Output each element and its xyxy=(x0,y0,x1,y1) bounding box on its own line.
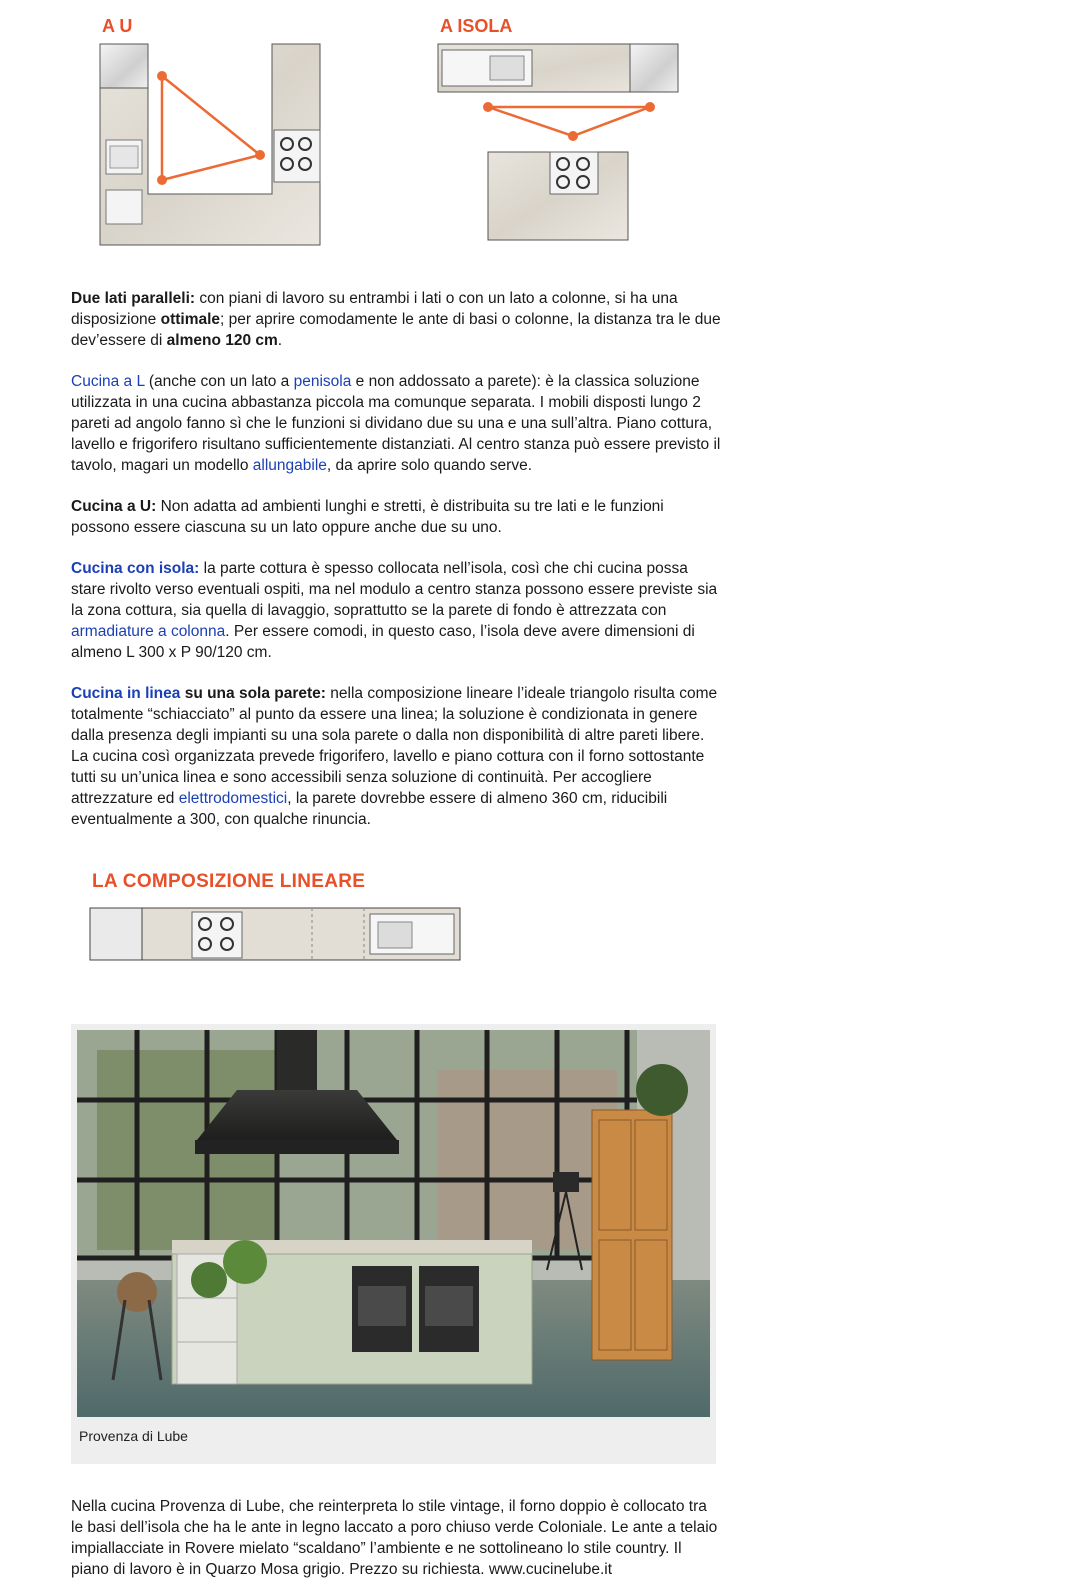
bold-text: su una sola parete: xyxy=(180,685,326,702)
bold-text: ottimale xyxy=(160,311,221,328)
island-plan xyxy=(438,44,678,240)
link-penisola[interactable]: penisola xyxy=(293,373,352,390)
link-allungabile[interactable]: allungabile xyxy=(252,457,327,474)
lead-parallel: Due lati paralleli: xyxy=(71,290,196,307)
lead-cucina-a-u: Cucina a U: xyxy=(71,498,157,515)
paragraph-parallel xyxy=(71,288,721,351)
text: , da aprire solo quando serve. xyxy=(326,457,532,474)
kitchen-layout-diagrams xyxy=(70,0,710,270)
link-elettrodomestici[interactable]: elettrodomestici xyxy=(178,790,288,807)
paragraph-u-kitchen xyxy=(71,496,721,538)
link-cucina-a-l[interactable]: Cucina a L xyxy=(71,373,145,390)
link-cucina-con-isola[interactable]: Cucina con isola: xyxy=(71,560,200,577)
text: . xyxy=(277,332,283,349)
text: Non adatta ad ambienti lunghi e stretti, è distribuita su tre lati e le funzioni possono essere ciascuna su un lato oppure anche due su uno. xyxy=(71,498,664,536)
text: ; per aprire comodamente le ante di basi o colonne, la distanza tra le due dev’essere di xyxy=(71,311,721,349)
paragraph-island-kitchen xyxy=(71,558,721,663)
text: e non addossato a parete): è la classica soluzione utilizzata in una cucina abbastanza piccola ma comunque separata. I mobili disposti lungo 2 pareti ad angolo fanno sì che le funzioni si dividano due su una e una sull’altra. Piano cottura, lavello e frigorifero risultano sufficientemente distanziati. Al centro stanza può essere previsto il tavolo, magari un modello xyxy=(71,373,721,474)
article-text xyxy=(71,288,721,830)
paragraph-linear-kitchen xyxy=(71,683,721,830)
photo-caption: Provenza di Lube xyxy=(79,1428,188,1444)
text: la parte cottura è spesso collocata nell’isola, così che chi cucina possa stare rivolto verso eventuali ospiti, ma nel modulo a centro stanza possono essere previste sia la zona cottura, sia quella di lavaggio, soprattutto se la parete di fondo è attrezzata con xyxy=(71,560,718,619)
photo-figure xyxy=(71,1024,716,1464)
link-armadiature-a-colonna[interactable]: armadiature a colonna xyxy=(71,623,226,640)
text: con piani di lavoro su entrambi i lati o con un lato a colonne, si ha una disposizione xyxy=(71,290,678,328)
linear-composition-plan xyxy=(88,900,466,970)
kitchen-photo xyxy=(77,1030,710,1417)
bold-text: almeno 120 cm xyxy=(166,332,278,349)
paragraph-l-kitchen xyxy=(71,371,721,476)
text: . Per essere comodi, in questo caso, l’isola deve avere dimensioni di almeno L 300 x P 90/120 cm. xyxy=(71,623,695,661)
text: , la parete dovrebbe essere di almeno 360 cm, riducibili eventualmente a 300, con qualche rinuncia. xyxy=(71,790,668,828)
text: nella composizione lineare l’ideale triangolo risulta come totalmente “schiacciato” al punto da essere una linea; la soluzione è condizionata in genere dalla presenza degli impianti su una sola parete o dalla non disponibilità di altre pareti libere. La cucina così organizzata prevede frigorifero, lavello e piano cottura con il forno sottostante tutti su un’unica linea e sono accessibili senza soluzione di continuità. Per accogliere attrezzature ed xyxy=(71,685,718,807)
u-plan xyxy=(100,44,320,245)
island-layout-label: A ISOLA xyxy=(440,16,513,36)
link-cucina-in-linea[interactable]: Cucina in linea xyxy=(71,685,181,702)
u-layout-label: A U xyxy=(102,16,133,36)
kitchen-plans-svg xyxy=(70,0,710,270)
linear-composition-title: LA COMPOSIZIONE LINEARE xyxy=(92,871,366,892)
closing-text xyxy=(71,1496,721,1580)
paragraph-provenza: Nella cucina Provenza di Lube, che reinterpreta lo stile vintage, il forno doppio è collocato tra le basi dell’isola che ha le ante in legno laccato a poro chiuso verde Coloniale. Le ante a telaio impiallacciate in Rovere mielato “scaldano” l’ambiente e ne sottolineano lo stile country. Il piano di lavoro è in Quarzo Mosa grigio. Prezzo su richiesta. www.cucinelube.it xyxy=(71,1498,718,1578)
kitchen-photo-illustration xyxy=(77,1030,710,1417)
text: (anche con un lato a xyxy=(144,373,294,390)
